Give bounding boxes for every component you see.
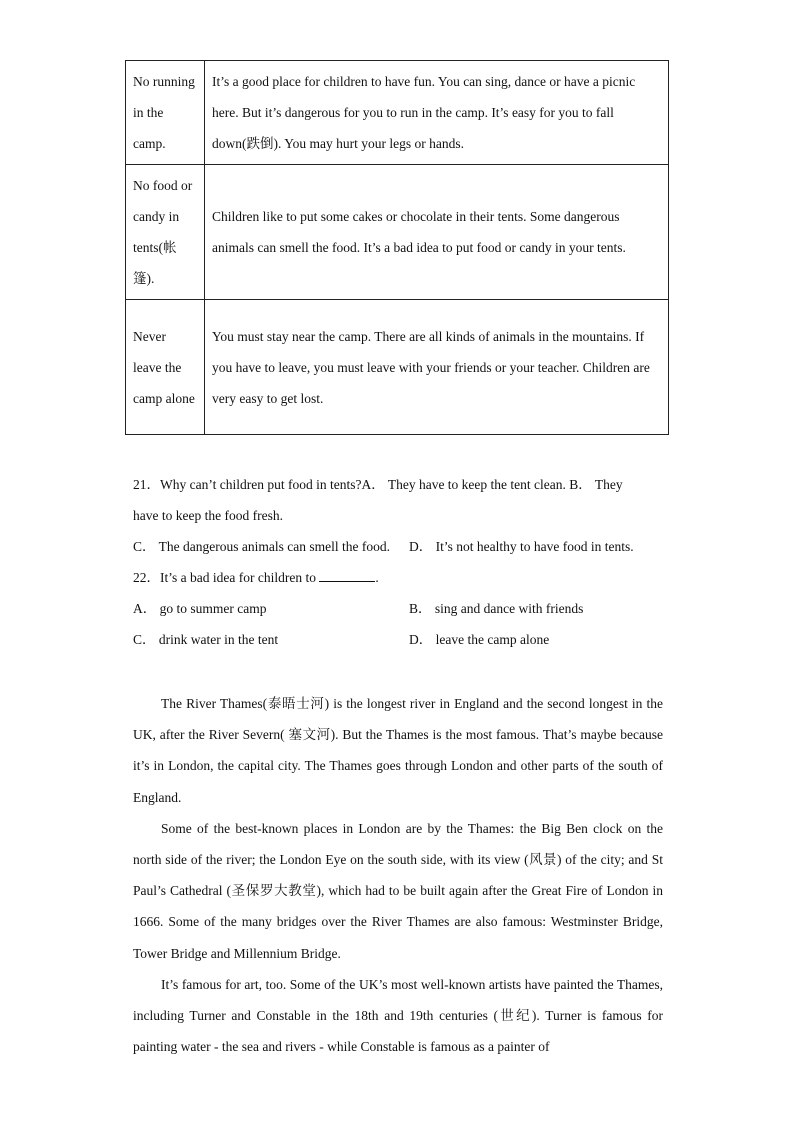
rule-cell: No running in the camp. [126,61,205,165]
camp-rules-table [125,60,669,435]
question-21-option-d[interactable]: D． It’s not healthy to have food in tents. [409,539,634,554]
question-22-option-c[interactable]: C． drink water in the tent [133,632,279,647]
question-21-option-a[interactable]: A． They have to keep the tent clean. [361,477,566,492]
rule-cell: Never leave the camp alone [126,300,205,435]
detail-cell: You must stay near the camp. There are all kinds of animals in the mountains. If you have to leave, you must leave with your friends or your teacher. Children are very easy to get lost. [205,300,669,435]
reading-passage [133,688,663,1062]
question-21-option-b-cont[interactable]: have to keep the food fresh. [133,508,283,523]
table-row [126,61,669,165]
passage-paragraph-3: It’s famous for art, too. Some of the UK’s most well-known artists have painted the Thames, including Turner and Constable in the 18th and 19th centuries (世纪). Turner is famous for painting water - the sea and rivers - while Constable is famous as a painter of [133,976,663,1055]
table-row [126,300,669,435]
rule-cell: No food or candy in tents(帐篷). [126,165,205,300]
question-22-stem: 22．It’s a bad idea for children to [133,570,316,585]
question-22-option-b[interactable]: B． sing and dance with friends [409,601,584,616]
detail-cell: It’s a good place for children to have fun. You can sing, dance or have a picnic here. But it’s dangerous for you to run in the camp. It’s easy for you to fall down(跌倒). You may hurt your legs or hands. [205,61,669,165]
question-21-stem: 21．Why can’t children put food in tents? [133,477,362,492]
detail-cell: Children like to put some cakes or chocolate in their tents. Some dangerous animals can smell the food. It’s a bad idea to put food or candy in your tents. [205,165,669,300]
passage-paragraph-1: The River Thames(泰晤士河) is the longest river in England and the second longest in the UK, after the River Severn( 塞文河). But the Thames is the most famous. That’s maybe because it’s in London, the capital city. The Thames goes through London and other parts of the south of England. [133,696,663,805]
question-21-option-c[interactable]: C． The dangerous animals can smell the food. [133,539,390,554]
question-22: 22．It’s a bad idea for children to . A． go to summer camp B． sing and dance with friends C． drink water in the tent D． leave the camp alone [133,562,673,655]
table-row [126,165,669,300]
question-22-option-d[interactable]: D． leave the camp alone [409,632,550,647]
questions-section [133,469,673,655]
question-21-option-b-part[interactable]: B． They [569,477,623,492]
answer-blank[interactable] [319,567,375,582]
passage-paragraph-2: Some of the best-known places in London are by the Thames: the Big Ben clock on the north side of the river; the London Eye on the south side, with its view (风景) of the city; and St Paul’s Cathedral (圣保罗大教堂), which had to be built again after the Great Fire of London in 1666. Some of the many bridges over the River Thames are also famous: Westminster Bridge, Tower Bridge and Millennium Bridge. [133,820,663,961]
question-22-option-a[interactable]: A． go to summer camp [133,601,267,616]
question-21 [133,469,673,562]
